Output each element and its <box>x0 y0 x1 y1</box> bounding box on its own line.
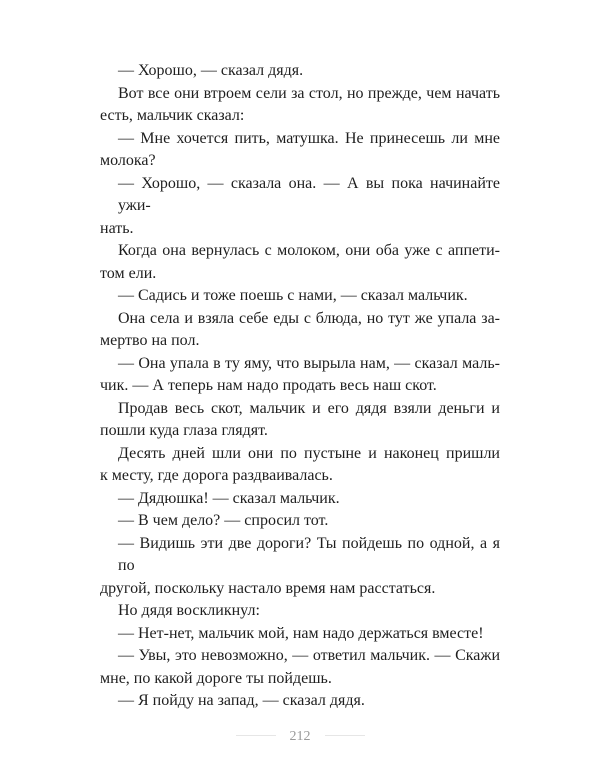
text-line: — Мне хочется пить, матушка. Не принесешь ли мне <box>118 129 500 147</box>
text-line: к месту, где дорога раздваивалась. <box>100 467 333 484</box>
text-line: Когда она вернулась с молоком, они оба уже с аппети- <box>118 242 500 259</box>
text-line: Десять дней шли они по пустыне и наконец пришли <box>118 444 500 462</box>
page-body-text <box>100 60 500 713</box>
page-number: 212 <box>289 728 311 744</box>
text-line: Продав весь скот, мальчик и его дядя взяли деньги и <box>118 399 500 417</box>
text-line: мертво на пол. <box>100 332 200 349</box>
page-footer <box>100 727 500 745</box>
text-line: — Нет-нет, мальчик мой, нам надо держаться вместе! <box>118 624 484 642</box>
text-line: есть, мальчик сказал: <box>100 107 245 124</box>
text-line: том ели. <box>100 264 157 282</box>
text-line: нать. <box>100 219 134 237</box>
text-line: другой, поскольку настало время нам расстаться. <box>100 579 436 597</box>
text-line: — Дядюшка! — сказал мальчик. <box>118 489 340 507</box>
footer-ornament-left <box>236 735 276 736</box>
text-line: — Хорошо, — сказала она. — А вы пока начинайте ужи- <box>118 174 500 214</box>
text-line: Она села и взяла себе еды с блюда, но тут же упала за- <box>118 309 500 327</box>
text-line: — Видишь эти две дороги? Ты пойдешь по одной, а я по <box>118 534 500 574</box>
text-line: пошли куда глаза глядят. <box>100 422 268 439</box>
text-line: — Она упала в ту яму, что вырыла нам, — сказал маль- <box>118 354 500 372</box>
text-line: молока? <box>100 152 156 169</box>
text-line: чик. — А теперь нам надо продать весь наш скот. <box>100 377 437 394</box>
text-line: — В чем дело? — спросил тот. <box>118 512 329 529</box>
text-line: — Увы, это невозможно, — ответил мальчик. — Скажи <box>118 647 500 664</box>
footer-ornament-right <box>325 735 365 736</box>
text-line: — Хорошо, — сказал дядя. <box>118 62 304 79</box>
text-line: — Я пойду на запад, — сказал дядя. <box>118 692 365 709</box>
text-line: Вот все они втроем сели за стол, но прежде, чем начать <box>118 84 500 102</box>
text-line: мне, по какой дороге ты пойдешь. <box>100 669 332 687</box>
text-line: Но дядя воскликнул: <box>118 602 260 619</box>
page-column <box>100 60 500 745</box>
text-line: — Садись и тоже поешь с нами, — сказал мальчик. <box>118 287 468 304</box>
